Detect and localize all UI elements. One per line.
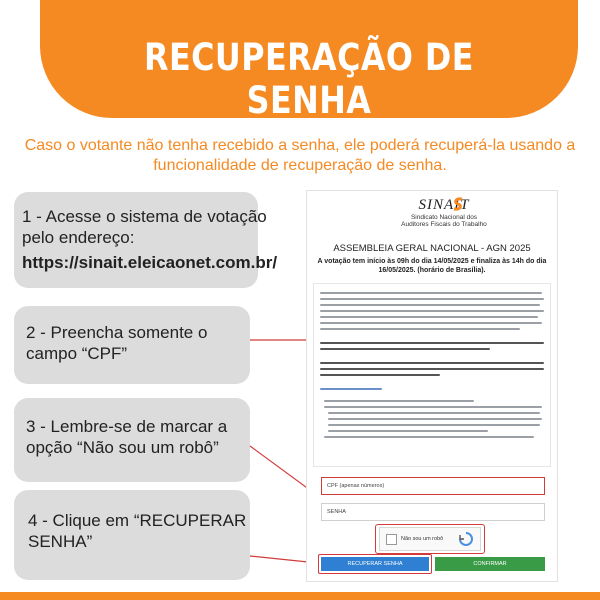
voting-period — [317, 257, 547, 275]
sinait-logo — [389, 197, 499, 241]
text-line — [320, 322, 542, 324]
step-1-box — [14, 192, 278, 288]
logo-subtitle-1: Sindicato Nacional dos — [410, 214, 478, 221]
text-line — [328, 430, 488, 432]
step-4-line-1: 4 - Clique em “RECUPERAR — [28, 511, 247, 530]
intro-line-2: funcionalidade de recuperação de senha. — [153, 157, 447, 174]
recover-password-button[interactable]: RECUPERAR SENHA — [321, 557, 429, 571]
text-line — [320, 298, 544, 300]
text-line — [328, 412, 540, 414]
text-line — [324, 436, 534, 438]
text-line — [320, 328, 520, 330]
text-line — [320, 368, 544, 370]
intro-text — [20, 136, 580, 176]
captcha-widget — [379, 527, 481, 551]
step-1-url[interactable]: https://sinait.eleicaonet.com.br/ — [22, 253, 278, 272]
text-line — [328, 418, 542, 420]
text-line — [320, 362, 544, 364]
text-line — [320, 348, 490, 350]
text-line — [324, 406, 542, 408]
captcha-checkbox[interactable] — [386, 534, 397, 545]
footer-bar — [0, 592, 600, 600]
logo-subtitle-2: Auditores Fiscais do Trabalho — [401, 221, 487, 228]
confirm-button[interactable]: CONFIRMAR — [435, 557, 545, 571]
recaptcha-icon — [458, 531, 474, 547]
voting-period-line-2: 16/05/2025. (horário de Brasília). — [378, 267, 486, 274]
text-line — [320, 304, 540, 306]
text-line — [324, 400, 474, 402]
step-2-line-1: 2 - Preencha somente o — [26, 323, 208, 342]
text-line — [320, 342, 544, 344]
password-field[interactable]: SENHA — [321, 503, 545, 521]
header-banner — [40, 0, 578, 122]
step-2-box — [14, 306, 250, 384]
text-line — [320, 292, 542, 294]
step-3-line-1: 3 - Lembre-se de marcar a — [26, 417, 228, 436]
step-4-line-2: SENHA” — [28, 532, 93, 551]
page-title: RECUPERAÇÃO DE SENHA — [144, 36, 474, 122]
cpf-field[interactable]: CPF (apenas números) — [321, 477, 545, 495]
captcha-label: Não sou um robô — [401, 536, 444, 542]
text-line — [328, 424, 540, 426]
sinait-logo-mark — [451, 197, 465, 211]
text-line — [320, 388, 382, 390]
voting-page-preview — [306, 190, 558, 582]
step-3-line-2: opção “Não sou um robô” — [26, 438, 219, 457]
step-1-line-2: pelo endereço: — [22, 228, 135, 247]
logo-wordmark: SINAIT — [418, 197, 470, 213]
assembly-title: ASSEMBLEIA GERAL NACIONAL - AGN 2025 — [333, 243, 531, 254]
step-2-line-2: campo “CPF” — [26, 344, 128, 363]
voting-period-line-1: A votação tem início às 09h do dia 14/05/2025 e finaliza às 14h do dia — [317, 258, 547, 265]
text-line — [320, 316, 538, 318]
step-3-box — [14, 398, 250, 482]
text-line — [320, 374, 440, 376]
connector-step-4 — [250, 556, 308, 562]
step-1-line-1: 1 - Acesse o sistema de votação — [22, 207, 267, 226]
text-line — [320, 310, 544, 312]
notice-text-block — [313, 283, 551, 467]
intro-line-1: Caso o votante não tenha recebido a senha, ele poderá recuperá-la usando a — [24, 137, 576, 154]
step-4-box — [14, 490, 250, 580]
